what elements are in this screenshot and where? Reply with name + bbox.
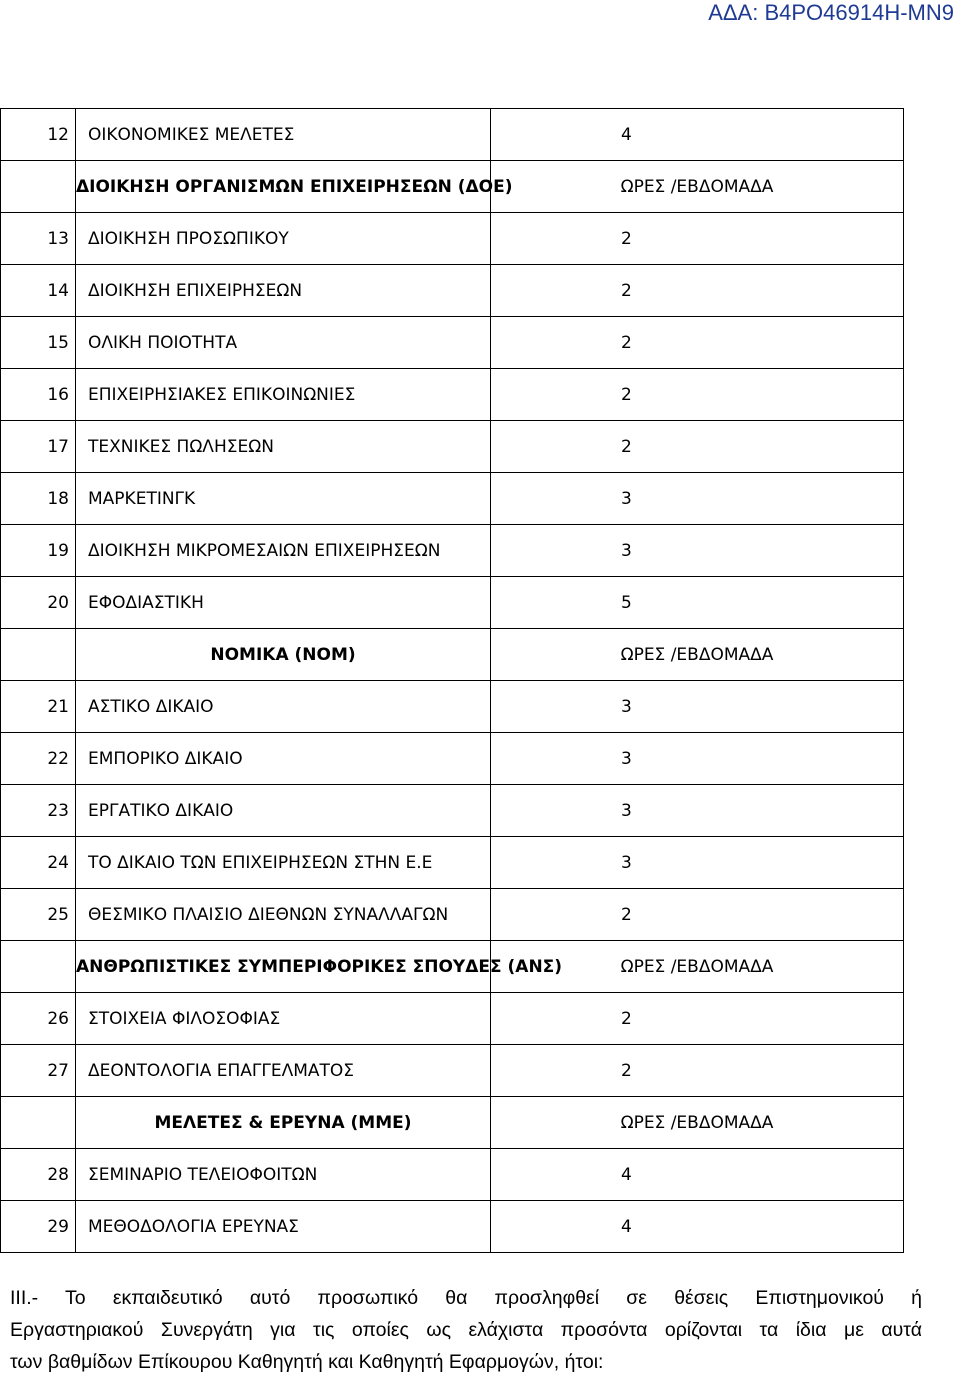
course-row xyxy=(1,1149,904,1201)
course-table xyxy=(0,108,904,1253)
course-hours: 3 xyxy=(491,473,904,525)
course-name: ΔΕΟΝΤΟΛΟΓΙΑ ΕΠΑΓΓΕΛΜΑΤΟΣ xyxy=(76,1045,491,1097)
course-number: 21 xyxy=(1,681,76,733)
course-row xyxy=(1,993,904,1045)
course-hours: 5 xyxy=(491,577,904,629)
section-title: ΜΕΛΕΤΕΣ & ΕΡΕΥΝΑ (ΜΜΕ) xyxy=(76,1097,491,1149)
course-row xyxy=(1,837,904,889)
course-name: ΔΙΟΙΚΗΣΗ ΕΠΙΧΕΙΡΗΣΕΩΝ xyxy=(76,265,491,317)
course-number: 25 xyxy=(1,889,76,941)
course-hours: 3 xyxy=(491,681,904,733)
course-number: 27 xyxy=(1,1045,76,1097)
course-hours: 4 xyxy=(491,109,904,161)
course-number: 23 xyxy=(1,785,76,837)
course-name: ΣΕΜΙΝΑΡΙΟ ΤΕΛΕΙΟΦΟΙΤΩΝ xyxy=(76,1149,491,1201)
course-row xyxy=(1,785,904,837)
course-name: ΕΦΟΔΙΑΣΤΙΚΗ xyxy=(76,577,491,629)
course-number: 15 xyxy=(1,317,76,369)
course-name: ΘΕΣΜΙΚΟ ΠΛΑΙΣΙΟ ΔΙΕΘΝΩΝ ΣΥΝΑΛΛΑΓΩΝ xyxy=(76,889,491,941)
course-number: 28 xyxy=(1,1149,76,1201)
course-row xyxy=(1,473,904,525)
course-row xyxy=(1,889,904,941)
course-row xyxy=(1,1201,904,1253)
section-title: ΝΟΜΙΚΑ (ΝΟΜ) xyxy=(76,629,491,681)
course-hours: 3 xyxy=(491,525,904,577)
course-hours: 3 xyxy=(491,837,904,889)
section-number-empty xyxy=(1,941,76,993)
course-name: ΟΙΚΟΝΟΜΙΚΕΣ ΜΕΛΕΤΕΣ xyxy=(76,109,491,161)
course-number: 29 xyxy=(1,1201,76,1253)
hours-per-week-header: ΩΡΕΣ /ΕΒΔΟΜΑΔΑ xyxy=(491,161,904,213)
course-name: ΑΣΤΙΚΟ ΔΙΚΑΙΟ xyxy=(76,681,491,733)
course-row xyxy=(1,421,904,473)
course-number: 12 xyxy=(1,109,76,161)
course-hours: 2 xyxy=(491,421,904,473)
course-hours: 2 xyxy=(491,1045,904,1097)
course-row xyxy=(1,369,904,421)
course-hours: 2 xyxy=(491,213,904,265)
course-hours: 2 xyxy=(491,265,904,317)
course-number: 26 xyxy=(1,993,76,1045)
course-row xyxy=(1,525,904,577)
body-paragraph xyxy=(10,1282,922,1378)
course-name: ΤΟ ΔΙΚΑΙΟ ΤΩΝ ΕΠΙΧΕΙΡΗΣΕΩΝ ΣΤΗΝ Ε.Ε xyxy=(76,837,491,889)
hours-per-week-header: ΩΡΕΣ /ΕΒΔΟΜΑΔΑ xyxy=(491,1097,904,1149)
course-number: 20 xyxy=(1,577,76,629)
course-name: ΕΡΓΑΤΙΚΟ ΔΙΚΑΙΟ xyxy=(76,785,491,837)
course-row xyxy=(1,265,904,317)
hours-per-week-header: ΩΡΕΣ /ΕΒΔΟΜΑΔΑ xyxy=(491,629,904,681)
section-title: ΑΝΘΡΩΠΙΣΤΙΚΕΣ ΣΥΜΠΕΡΙΦΟΡΙΚΕΣ ΣΠΟΥΔΕΣ (ΑΝΣ) xyxy=(76,941,491,993)
section-header-row xyxy=(1,161,904,213)
course-name: ΣΤΟΙΧΕΙΑ ΦΙΛΟΣΟΦΙΑΣ xyxy=(76,993,491,1045)
course-name: ΕΠΙΧΕΙΡΗΣΙΑΚΕΣ ΕΠΙΚΟΙΝΩΝΙΕΣ xyxy=(76,369,491,421)
ada-code: ΑΔΑ: Β4ΡΟ46914Η-ΜΝ9 xyxy=(708,0,954,25)
course-name: ΔΙΟΙΚΗΣΗ ΜΙΚΡΟΜΕΣΑΙΩΝ ΕΠΙΧΕΙΡΗΣΕΩΝ xyxy=(76,525,491,577)
course-number: 19 xyxy=(1,525,76,577)
course-row xyxy=(1,109,904,161)
course-number: 18 xyxy=(1,473,76,525)
course-table-body xyxy=(1,109,904,1253)
section-number-empty xyxy=(1,629,76,681)
course-row xyxy=(1,733,904,785)
course-hours: 2 xyxy=(491,369,904,421)
section-number-empty xyxy=(1,1097,76,1149)
course-hours: 4 xyxy=(491,1149,904,1201)
section-title: ΔΙΟΙΚΗΣΗ ΟΡΓΑΝΙΣΜΩΝ ΕΠΙΧΕΙΡΗΣΕΩΝ (ΔΟΕ) xyxy=(76,161,491,213)
course-name: ΜΕΘΟΔΟΛΟΓΙΑ ΕΡΕΥΝΑΣ xyxy=(76,1201,491,1253)
course-row xyxy=(1,577,904,629)
course-row xyxy=(1,681,904,733)
course-name: ΔΙΟΙΚΗΣΗ ΠΡΟΣΩΠΙΚΟΥ xyxy=(76,213,491,265)
paragraph-line-2: Εργαστηριακού Συνεργάτη για τις οποίες ως ελάχιστα προσόντα ορίζονται τα ίδια με αυτά xyxy=(10,1319,922,1341)
course-number: 16 xyxy=(1,369,76,421)
section-header-row xyxy=(1,629,904,681)
course-name: ΟΛΙΚΗ ΠΟΙΟΤΗΤΑ xyxy=(76,317,491,369)
course-number: 17 xyxy=(1,421,76,473)
course-hours: 2 xyxy=(491,889,904,941)
course-number: 22 xyxy=(1,733,76,785)
course-hours: 3 xyxy=(491,733,904,785)
course-name: ΕΜΠΟΡΙΚΟ ΔΙΚΑΙΟ xyxy=(76,733,491,785)
course-row xyxy=(1,317,904,369)
course-number: 13 xyxy=(1,213,76,265)
paragraph-line-1: ΙΙΙ.- Το εκπαιδευτικό αυτό προσωπικό θα προσληφθεί σε θέσεις Επιστημονικού ή xyxy=(10,1287,922,1309)
paragraph-line-3: των βαθμίδων Επίκουρου Καθηγητή και Καθηγητή Εφαρμογών, ήτοι: xyxy=(10,1351,604,1373)
course-hours: 2 xyxy=(491,317,904,369)
section-number-empty xyxy=(1,161,76,213)
course-row xyxy=(1,213,904,265)
course-hours: 2 xyxy=(491,993,904,1045)
section-header-row xyxy=(1,941,904,993)
course-name: ΤΕΧΝΙΚΕΣ ΠΩΛΗΣΕΩΝ xyxy=(76,421,491,473)
course-number: 14 xyxy=(1,265,76,317)
course-hours: 3 xyxy=(491,785,904,837)
course-hours: 4 xyxy=(491,1201,904,1253)
course-name: ΜΑΡΚΕΤΙΝΓΚ xyxy=(76,473,491,525)
course-number: 24 xyxy=(1,837,76,889)
hours-per-week-header: ΩΡΕΣ /ΕΒΔΟΜΑΔΑ xyxy=(491,941,904,993)
section-header-row xyxy=(1,1097,904,1149)
course-row xyxy=(1,1045,904,1097)
